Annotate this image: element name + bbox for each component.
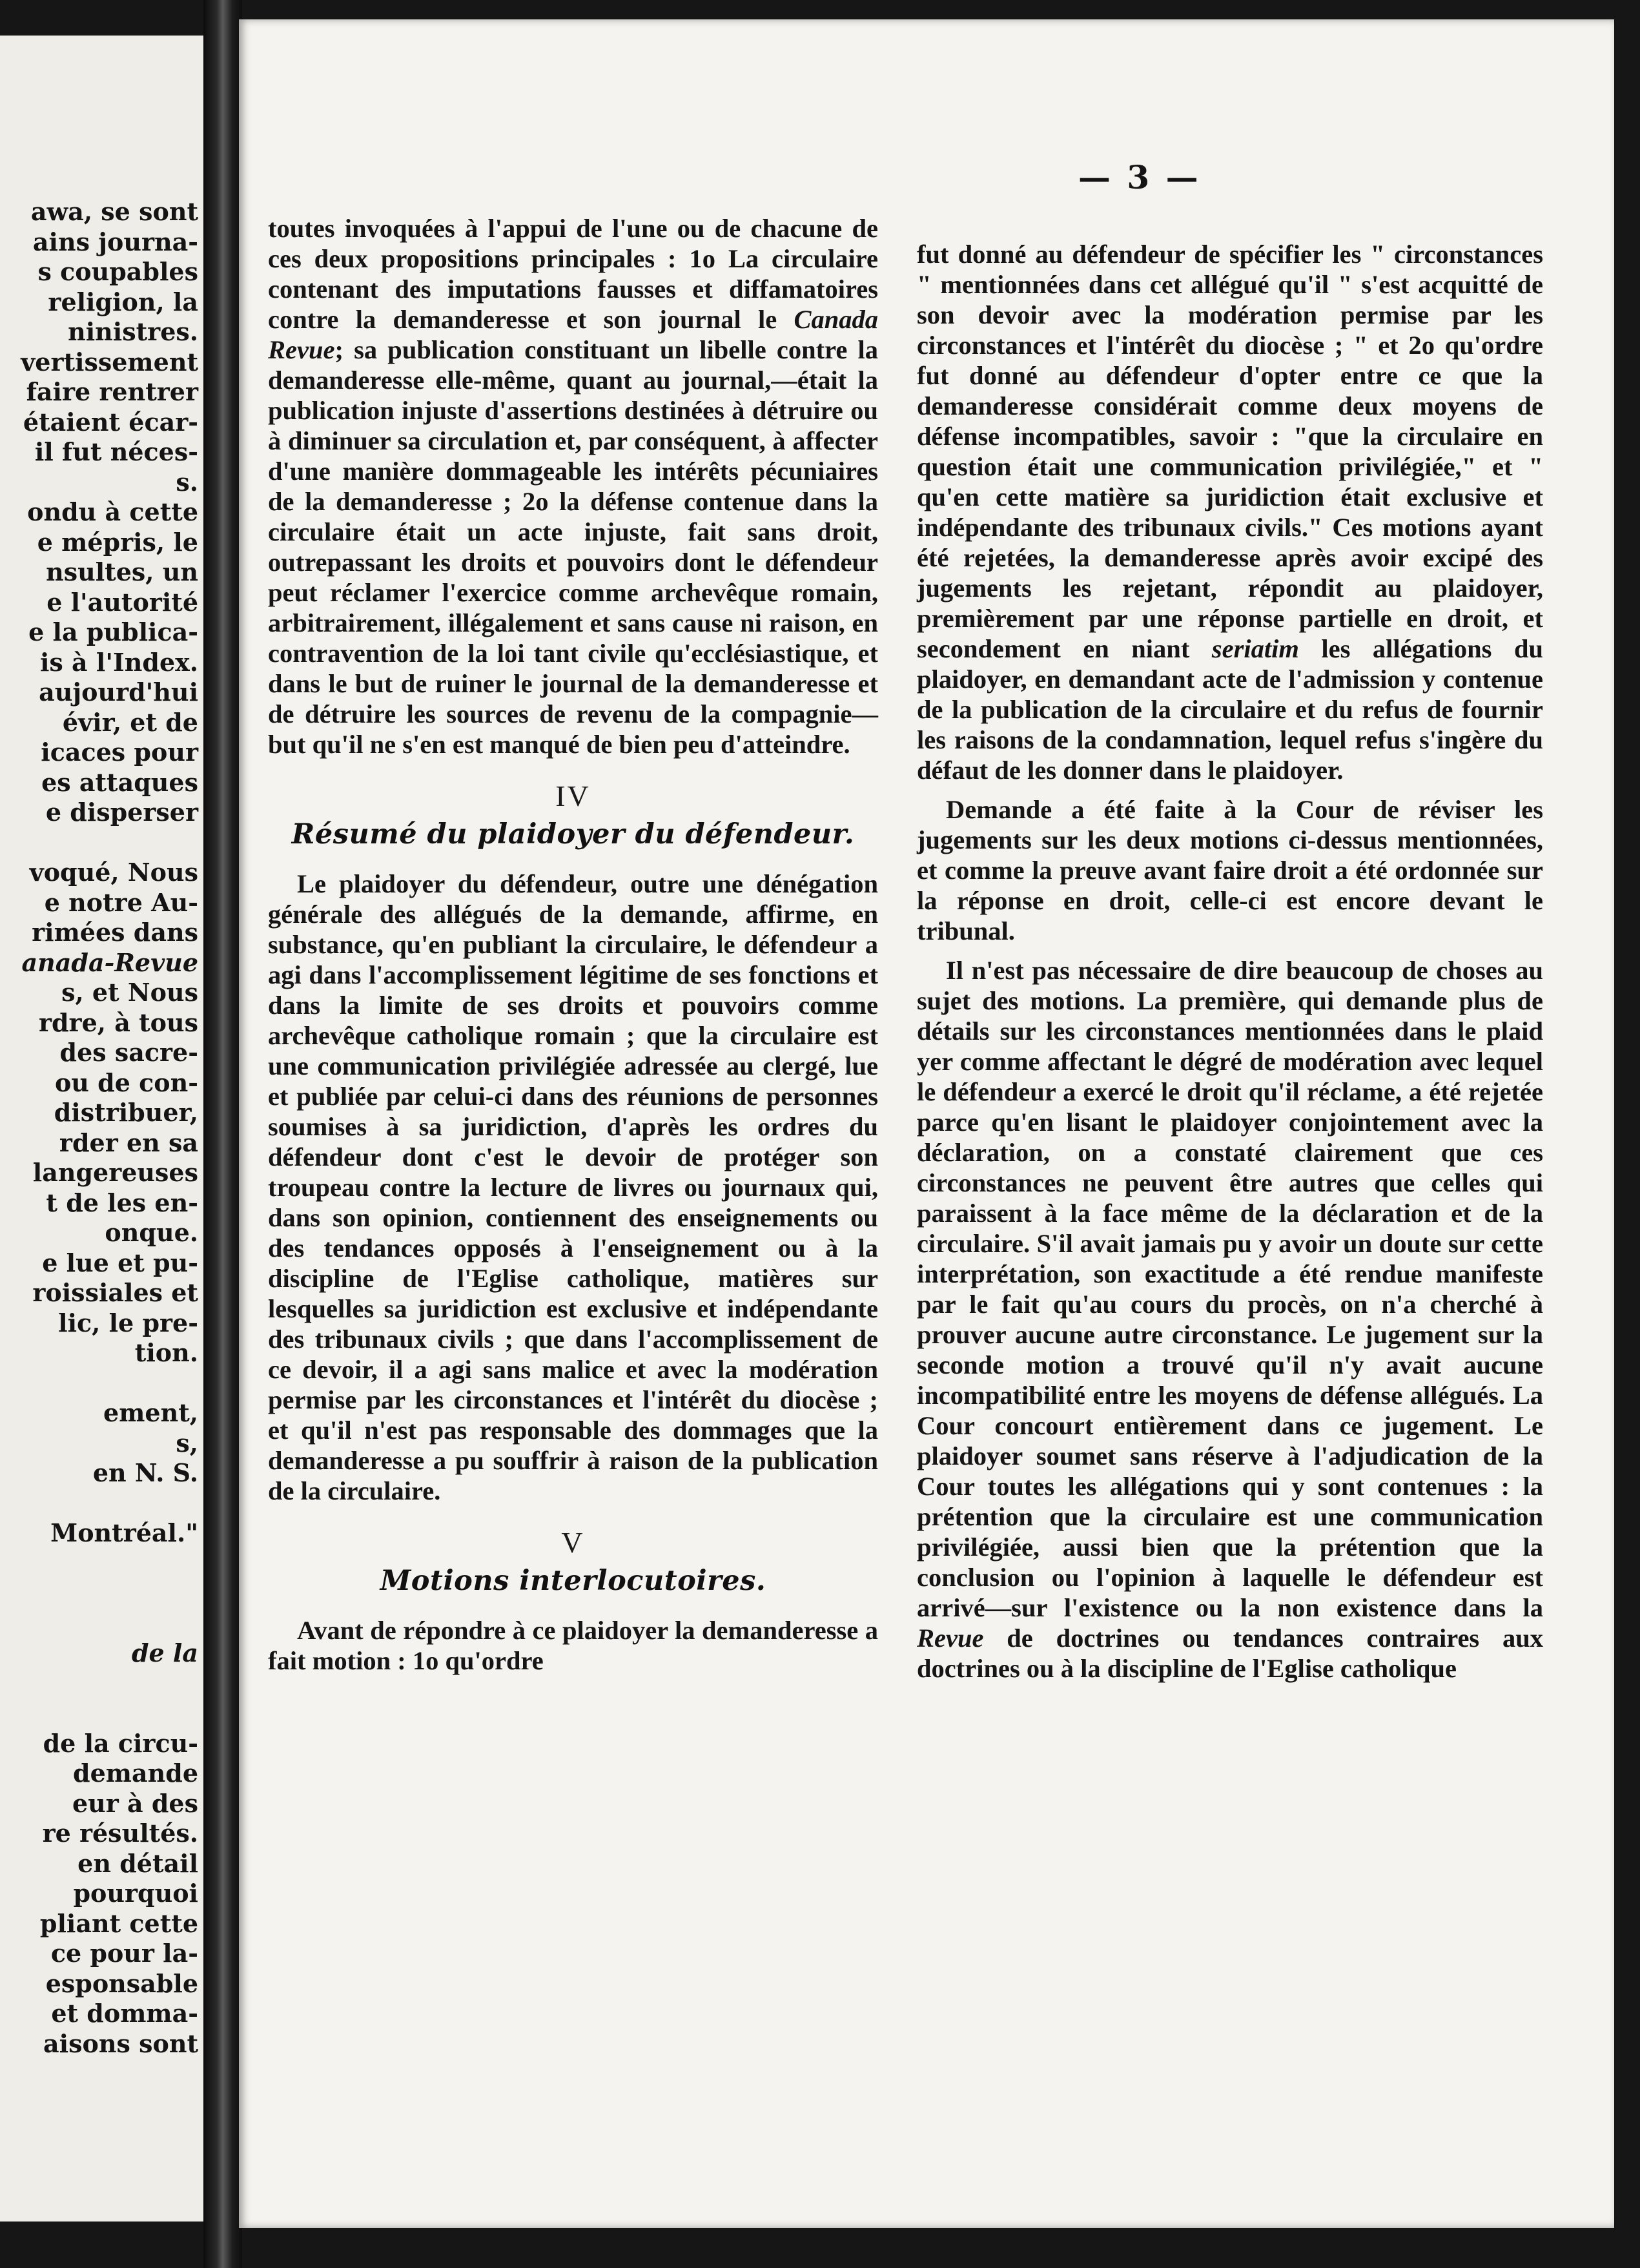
previous-page-line: aujourd'hui [39,677,198,706]
previous-page-line: s coupables [37,257,198,286]
right-paragraph-3 [917,955,1543,1684]
section-title-resume: Résumé du plaidoyer du défendeur. [291,818,855,850]
previous-page-line: s, et Nous [61,978,198,1007]
text-run: toutes invoquées à l'appui de l'une ou de chacune de ces deux propositions principales : 1o La circulaire contenant des imputations fausses et diffamatoires contre la demanderesse et son journal le [268,214,878,334]
previous-page-line: e notre Au- [44,887,198,917]
previous-page-line: tion. [134,1338,198,1367]
previous-page-line: onque. [105,1218,198,1247]
previous-page-line: religion, la [48,287,198,316]
previous-page-line: ains journa- [32,227,198,256]
previous-page-line: Montréal." [50,1518,198,1547]
previous-page-line: lic, le pre- [58,1308,198,1337]
latin-term: seriatim [1211,634,1299,663]
previous-page-line: s. [176,467,198,497]
text-run: de doctrines ou tendances contraires aux doctrines ou à la discipline de l'Eglise catholique [917,1624,1544,1683]
previous-page-line: ondu à cette [27,497,198,526]
text-run: fut donné au défendeur de spécifier les " circonstances " mentionnées dans cet allégué qu'il " s'est acquitté de son devoir avec la modération permise par les circonstances et l'intérêt du diocèse ; " et 2o qu'ordre fut donné au défendeur d'opter entre ce que la demanderesse considérait comme deux moyens de défense incompatibles, savoir : "que la circulaire en question était une communication privilégiée," et " qu'en cette matière sa juridiction était exclusive et indépendante des tribunaux civils." Ces motions ayant été rejetées, la demanderesse après avoir excipé des jugements les rejetant, répondit au plaidoyer, premièrement par une réponse partielle en droit, et secondement en niant [917,240,1543,663]
previous-page-line: rdre, à tous [38,1007,198,1037]
right-paragraph-1 [917,239,1543,785]
previous-page-line: s, [176,1428,198,1458]
book-gutter [203,0,242,2268]
previous-page-line: étaient écar- [23,407,198,437]
previous-page-line: de la circu- [43,1728,198,1758]
previous-page-line: aisons sont [43,2028,198,2058]
right-paragraph-2: Demande a été faite à la Cour de réviser les jugements sur les deux motions ci-dessus mentionnées, et comme la preuve avant faire droit a été ordonnée sur la réponse en droit, celle-ci est encore devant le tribunal. [917,795,1543,945]
text-run: Il n'est pas nécessaire de dire beaucoup de choses au sujet des motions. La première, qui demande plus de détails sur les circonstances mentionnées dans le plaid yer comme affectant le dégré de modération avec lequel le défendeur a exercé le droit qu'il réclame, a été rejetée parce qu'en lisant le plaidoyer conjointement avec la déclaration, on a constaté clairement que ces circonstances ne peuvent être autres que celles qui paraissent à la face même de la déclaration et de la circulaire. S'il avait jamais pu y avoir un doute sur cette interprétation, son exactitude a été rendue manifeste par le fait qu'au cours du procès, on n'a cherché à prouver aucune autre circonstance. Le jugement sur la seconde motion a trouvé qu'il n'y avait aucune incompatibilité entre les moyens de défense allégués. La Cour concourt entièrement dans ce jugement. Le plaidoyer soumet sans réserve à l'adjudication de la Cour toutes les allégations qui y sont contenues : la prétention que la circulaire est une communication privilégiée, aussi bien que la prétention que la conclusion ou l'opinion à laquelle le défendeur est arrivé—sur l'existence ou la non existence dans la [917,956,1543,1622]
previous-page-line: awa, se sont [30,197,198,226]
previous-page-line: e l'autorité [46,587,198,617]
section-title-motions: Motions interlocutoires. [380,1565,766,1597]
previous-page-line: is à l'Index. [39,647,198,677]
previous-page-line: ement, [103,1398,198,1427]
previous-page-line: ou de con- [54,1067,198,1097]
page-3 [239,19,1614,2228]
previous-page-line: es attaques [41,767,198,797]
previous-page-line: en détail [77,1848,198,1878]
left-paragraph-1 [268,213,878,759]
previous-page-line: de la [131,1638,198,1667]
previous-page-line: e disperser [45,798,198,827]
previous-page-line: vertissement [21,347,198,376]
previous-page-line: t de les en- [46,1188,198,1217]
previous-page-line: distribuer, [54,1098,198,1127]
left-paragraph-3: Avant de répondre à ce plaidoyer la demanderesse a fait motion : 1o qu'ordre [268,1616,878,1675]
section-numeral-v: V [561,1526,585,1559]
previous-page-line: e mépris, le [37,527,198,557]
left-column [268,213,878,1685]
previous-page-line: ninistres. [68,317,198,346]
previous-page-line: et domma- [51,1999,198,2028]
previous-page-line: eur à des [72,1788,198,1818]
previous-page-line: esponsable [45,1968,198,1998]
text-run: ; sa publication constituant un libelle contre la demanderesse elle-même, quant au journal,—était la publication injuste d'assertions destinées à détruire ou à diminuer sa circulation et, par conséquent, à affecter d'une manière dommageable les intérêts pécuniaires de la demanderesse ; 2o la défense contenue dans la circulaire était un acte injuste, fait sans droit, outrepassant les droits et pouvoirs dont le défendeur peut réclamer l'exercice comme archevêque romain, arbitrairement, illégalement et sans cause ni raison, en contravention de la loi tant civile qu'ecclésiastique, et dans le but de ruiner le journal de la demanderesse et de détruire les sources de revenu de la compagnie—but qu'il ne s'en est manqué de bien peu d'atteindre. [268,335,878,759]
previous-page-line: pliant cette [39,1908,198,1938]
right-column [917,239,1543,1693]
journal-title: Canada Revue [268,305,879,364]
previous-page-line: des sacre- [59,1038,198,1067]
previous-page-line: e la publica- [28,617,198,646]
previous-page-line: icaces pour [41,737,198,767]
previous-page-line: il fut néces- [34,437,198,466]
section-numeral-iv: IV [555,779,591,812]
previous-page-line: évir, et de [62,707,198,737]
previous-page-line: faire rentrer [26,377,198,406]
journal-title: Revue [917,1624,984,1653]
previous-page-line: e lue et pu- [42,1248,198,1277]
previous-page-line: ce pour la- [50,1939,198,1968]
previous-page-line: voqué, Nous [29,858,198,887]
previous-page-line: rder en sa [59,1128,198,1157]
previous-page-line: re résultés. [42,1819,198,1848]
text-run: les allégations du plaidoyer, en demandant acte de l'admission y contenue de la publication de la circulaire et du refus de fournir les raisons de la condamnation, lequel refus s'ingère du défaut de les donner dans le plaidoyer. [917,634,1543,785]
previous-page-line: langereuses [32,1158,198,1187]
previous-page-line: nsultes, un [46,557,198,586]
previous-page-line: roissiales et [32,1278,198,1307]
previous-page-line: rimées dans [32,918,198,947]
previous-page-line: pourquoi [73,1879,198,1908]
previous-page-line: en N. S. [92,1458,198,1487]
previous-page-edge [0,36,203,2222]
page-number: — 3 — [1078,158,1201,196]
left-paragraph-2: Le plaidoyer du défendeur, outre une dénégation générale des allégués de la demande, affirme, en substance, qu'en publiant la circulaire, le défendeur a agi dans l'accomplissement légitime de ses fonctions et dans la limite de ses droits et pouvoirs comme archevêque catholique romain ; que la circulaire est une communication privilégiée adressée au clergé, lue et publiée par celui-ci dans des réunions de personnes soumises à sa juridiction, d'après les ordres du défendeur dont c'est le devoir de protéger son troupeau contre la lecture de livres ou journaux qui, dans son opinion, contiennent des enseignements ou des tendances opposés à l'enseignement ou à la discipline de l'Eglise catholique, matières sur lesquelles sa juridiction est exclusive et indépendante des tribunaux civils ; que dans l'accomplissement de ce devoir, il a agi sans malice et avec la modération permise par les circonstances et l'intérêt du diocèse ; et qu'il n'est pas responsable des dommages que la demanderesse a pu souffrir à raison de la publication de la circulaire. [268,869,878,1505]
previous-page-line: demande [73,1758,198,1788]
previous-page-line: anada-Revue [21,947,198,977]
